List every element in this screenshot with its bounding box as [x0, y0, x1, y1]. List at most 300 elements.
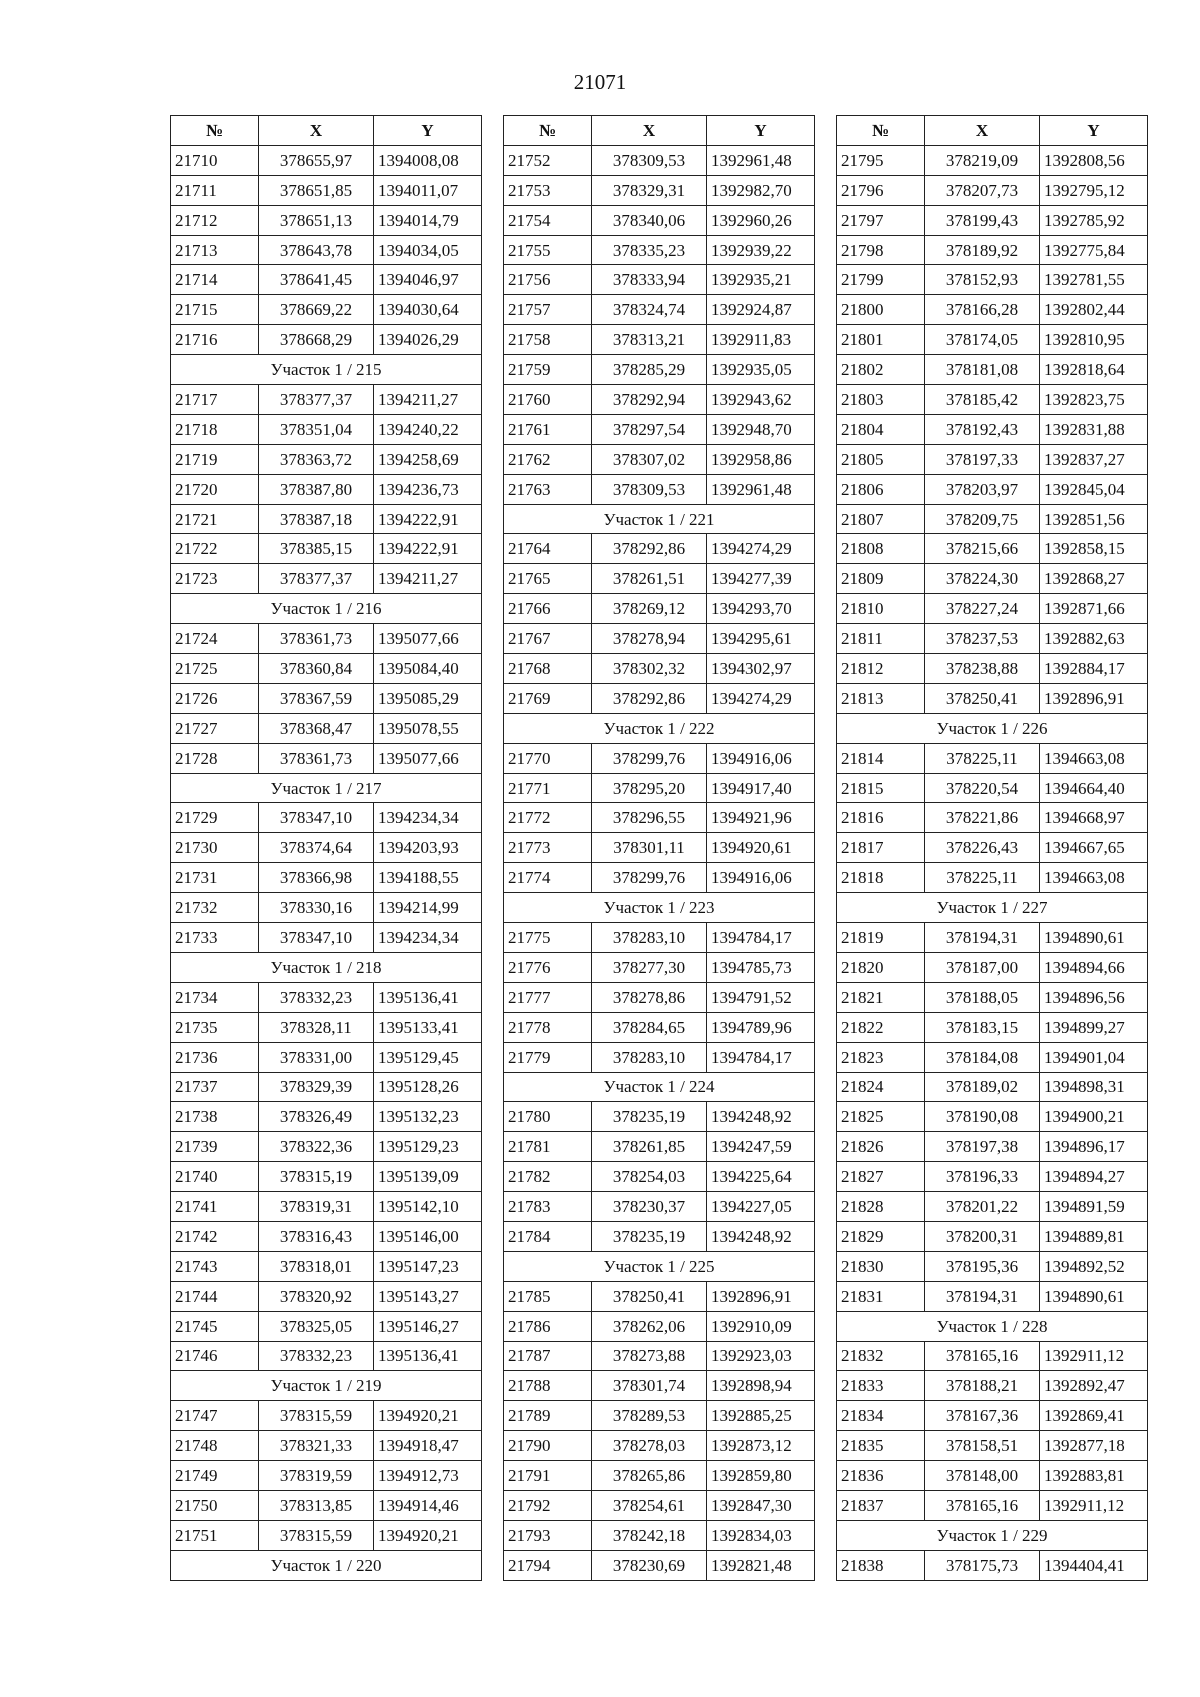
table-row: [504, 1042, 815, 1072]
y-coordinate-cell: 1394664,40: [1040, 773, 1148, 803]
point-number-cell: 21719: [171, 444, 259, 474]
section-row: [837, 1311, 1148, 1341]
table-row: [504, 683, 815, 713]
point-number-cell: 21734: [171, 982, 259, 1012]
point-number-cell: 21833: [837, 1371, 925, 1401]
table-row: [171, 624, 482, 654]
y-coordinate-cell: 1395085,29: [374, 683, 482, 713]
y-coordinate-cell: 1392818,64: [1040, 355, 1148, 385]
table-row: [504, 1192, 815, 1222]
section-label: Участок 1 / 223: [504, 893, 815, 923]
x-coordinate-cell: 378313,21: [592, 325, 707, 355]
point-number-cell: 21813: [837, 683, 925, 713]
point-number-cell: 21754: [504, 205, 592, 235]
y-coordinate-cell: 1392884,17: [1040, 654, 1148, 684]
y-coordinate-cell: 1394211,27: [374, 564, 482, 594]
y-coordinate-cell: 1392885,25: [707, 1401, 815, 1431]
point-number-cell: 21762: [504, 444, 592, 474]
point-number-cell: 21811: [837, 624, 925, 654]
point-number-cell: 21805: [837, 444, 925, 474]
point-number-cell: 21766: [504, 594, 592, 624]
x-coordinate-cell: 378347,10: [259, 803, 374, 833]
x-coordinate-cell: 378361,73: [259, 624, 374, 654]
section-label: Участок 1 / 228: [837, 1311, 1148, 1341]
y-coordinate-cell: 1394899,27: [1040, 1012, 1148, 1042]
point-number-cell: 21792: [504, 1490, 592, 1520]
table-row: [837, 1461, 1148, 1491]
point-number-cell: 21784: [504, 1221, 592, 1251]
x-coordinate-cell: 378284,65: [592, 1012, 707, 1042]
point-number-cell: 21819: [837, 923, 925, 953]
y-coordinate-cell: 1394894,27: [1040, 1162, 1148, 1192]
x-coordinate-cell: 378250,41: [592, 1281, 707, 1311]
table-row: [504, 325, 815, 355]
y-coordinate-cell: 1394014,79: [374, 205, 482, 235]
table-row: [504, 923, 815, 953]
y-coordinate-cell: 1394203,93: [374, 833, 482, 863]
x-coordinate-cell: 378278,94: [592, 624, 707, 654]
y-coordinate-cell: 1392892,47: [1040, 1371, 1148, 1401]
table-row: [504, 1311, 815, 1341]
table-row: [837, 1102, 1148, 1132]
table-row: [171, 564, 482, 594]
x-coordinate-cell: 378262,06: [592, 1311, 707, 1341]
point-number-cell: 21759: [504, 355, 592, 385]
y-coordinate-cell: 1394914,46: [374, 1490, 482, 1520]
y-coordinate-cell: 1392924,87: [707, 295, 815, 325]
table-row: [837, 1042, 1148, 1072]
x-coordinate-cell: 378302,32: [592, 654, 707, 684]
x-coordinate-cell: 378254,03: [592, 1162, 707, 1192]
x-coordinate-cell: 378224,30: [925, 564, 1040, 594]
x-coordinate-cell: 378368,47: [259, 713, 374, 743]
x-coordinate-cell: 378309,53: [592, 145, 707, 175]
x-coordinate-cell: 378265,86: [592, 1461, 707, 1491]
point-number-cell: 21712: [171, 205, 259, 235]
table-row: [837, 654, 1148, 684]
y-coordinate-cell: 1394889,81: [1040, 1221, 1148, 1251]
x-coordinate-cell: 378363,72: [259, 444, 374, 474]
y-coordinate-cell: 1395132,23: [374, 1102, 482, 1132]
y-coordinate-cell: 1392910,09: [707, 1311, 815, 1341]
header-y: Y: [707, 116, 815, 146]
point-number-cell: 21807: [837, 504, 925, 534]
y-coordinate-cell: 1392883,81: [1040, 1461, 1148, 1491]
table-row: [504, 594, 815, 624]
y-coordinate-cell: 1394894,66: [1040, 952, 1148, 982]
x-coordinate-cell: 378377,37: [259, 385, 374, 415]
table-row: [171, 235, 482, 265]
point-number-cell: 21763: [504, 474, 592, 504]
point-number-cell: 21812: [837, 654, 925, 684]
x-coordinate-cell: 378188,05: [925, 982, 1040, 1012]
table-row: [504, 803, 815, 833]
section-label: Участок 1 / 221: [504, 504, 815, 534]
table-row: [171, 1042, 482, 1072]
y-coordinate-cell: 1392882,63: [1040, 624, 1148, 654]
y-coordinate-cell: 1392845,04: [1040, 474, 1148, 504]
x-coordinate-cell: 378165,16: [925, 1341, 1040, 1371]
point-number-cell: 21749: [171, 1461, 259, 1491]
point-number-cell: 21782: [504, 1162, 592, 1192]
x-coordinate-cell: 378278,86: [592, 982, 707, 1012]
table-row: [837, 1341, 1148, 1371]
table-row: [837, 863, 1148, 893]
coordinates-table-right: [836, 115, 1148, 1581]
table-row: [837, 1401, 1148, 1431]
table-row: [171, 205, 482, 235]
section-row: [504, 1251, 815, 1281]
table-row: [837, 1431, 1148, 1461]
table-row: [171, 1431, 482, 1461]
point-number-cell: 21760: [504, 385, 592, 415]
point-number-cell: 21801: [837, 325, 925, 355]
table-row: [504, 863, 815, 893]
point-number-cell: 21802: [837, 355, 925, 385]
table-header-row: [837, 116, 1148, 146]
point-number-cell: 21774: [504, 863, 592, 893]
point-number-cell: 21786: [504, 1311, 592, 1341]
point-number-cell: 21809: [837, 564, 925, 594]
x-coordinate-cell: 378185,42: [925, 385, 1040, 415]
table-row: [171, 1401, 482, 1431]
table-row: [837, 683, 1148, 713]
x-coordinate-cell: 378238,88: [925, 654, 1040, 684]
y-coordinate-cell: 1394917,40: [707, 773, 815, 803]
header-number: №: [837, 116, 925, 146]
header-x: X: [592, 116, 707, 146]
y-coordinate-cell: 1394214,99: [374, 893, 482, 923]
x-coordinate-cell: 378201,22: [925, 1192, 1040, 1222]
y-coordinate-cell: 1394046,97: [374, 265, 482, 295]
y-coordinate-cell: 1392939,22: [707, 235, 815, 265]
y-coordinate-cell: 1392911,12: [1040, 1341, 1148, 1371]
point-number-cell: 21726: [171, 683, 259, 713]
point-number-cell: 21822: [837, 1012, 925, 1042]
point-number-cell: 21745: [171, 1311, 259, 1341]
point-number-cell: 21794: [504, 1550, 592, 1580]
x-coordinate-cell: 378366,98: [259, 863, 374, 893]
table-row: [171, 175, 482, 205]
table-row: [504, 1132, 815, 1162]
point-number-cell: 21714: [171, 265, 259, 295]
x-coordinate-cell: 378316,43: [259, 1221, 374, 1251]
table-row: [171, 1341, 482, 1371]
point-number-cell: 21804: [837, 414, 925, 444]
y-coordinate-cell: 1394008,08: [374, 145, 482, 175]
point-number-cell: 21780: [504, 1102, 592, 1132]
table-row: [504, 982, 815, 1012]
point-number-cell: 21837: [837, 1490, 925, 1520]
table-row: [837, 265, 1148, 295]
x-coordinate-cell: 378199,43: [925, 205, 1040, 235]
point-number-cell: 21718: [171, 414, 259, 444]
y-coordinate-cell: 1392911,83: [707, 325, 815, 355]
point-number-cell: 21800: [837, 295, 925, 325]
x-coordinate-cell: 378324,74: [592, 295, 707, 325]
point-number-cell: 21810: [837, 594, 925, 624]
section-row: [171, 1371, 482, 1401]
y-coordinate-cell: 1392948,70: [707, 414, 815, 444]
point-number-cell: 21777: [504, 982, 592, 1012]
y-coordinate-cell: 1392808,56: [1040, 145, 1148, 175]
table-row: [837, 624, 1148, 654]
table-row: [837, 385, 1148, 415]
point-number-cell: 21838: [837, 1550, 925, 1580]
x-coordinate-cell: 378278,03: [592, 1431, 707, 1461]
y-coordinate-cell: 1392869,41: [1040, 1401, 1148, 1431]
x-coordinate-cell: 378328,11: [259, 1012, 374, 1042]
table-row: [171, 982, 482, 1012]
point-number-cell: 21808: [837, 534, 925, 564]
point-number-cell: 21769: [504, 683, 592, 713]
point-number-cell: 21756: [504, 265, 592, 295]
point-number-cell: 21770: [504, 743, 592, 773]
x-coordinate-cell: 378226,43: [925, 833, 1040, 863]
y-coordinate-cell: 1392898,94: [707, 1371, 815, 1401]
x-coordinate-cell: 378174,05: [925, 325, 1040, 355]
y-coordinate-cell: 1394295,61: [707, 624, 815, 654]
point-number-cell: 21724: [171, 624, 259, 654]
y-coordinate-cell: 1392795,12: [1040, 175, 1148, 205]
table-row: [504, 235, 815, 265]
x-coordinate-cell: 378200,31: [925, 1221, 1040, 1251]
point-number-cell: 21832: [837, 1341, 925, 1371]
point-number-cell: 21744: [171, 1281, 259, 1311]
y-coordinate-cell: 1394236,73: [374, 474, 482, 504]
y-coordinate-cell: 1394920,61: [707, 833, 815, 863]
y-coordinate-cell: 1394248,92: [707, 1221, 815, 1251]
table-row: [504, 1341, 815, 1371]
point-number-cell: 21740: [171, 1162, 259, 1192]
table-row: [504, 833, 815, 863]
table-row: [171, 1221, 482, 1251]
table-row: [504, 773, 815, 803]
y-coordinate-cell: 1394258,69: [374, 444, 482, 474]
point-number-cell: 21715: [171, 295, 259, 325]
point-number-cell: 21748: [171, 1431, 259, 1461]
x-coordinate-cell: 378166,28: [925, 295, 1040, 325]
table-row: [504, 265, 815, 295]
section-label: Участок 1 / 229: [837, 1520, 1148, 1550]
x-coordinate-cell: 378385,15: [259, 534, 374, 564]
y-coordinate-cell: 1394222,91: [374, 534, 482, 564]
table-row: [171, 385, 482, 415]
x-coordinate-cell: 378230,37: [592, 1192, 707, 1222]
table-row: [171, 295, 482, 325]
x-coordinate-cell: 378194,31: [925, 1281, 1040, 1311]
table-row: [837, 1192, 1148, 1222]
point-number-cell: 21758: [504, 325, 592, 355]
x-coordinate-cell: 378165,16: [925, 1490, 1040, 1520]
x-coordinate-cell: 378225,11: [925, 743, 1040, 773]
y-coordinate-cell: 1394892,52: [1040, 1251, 1148, 1281]
y-coordinate-cell: 1392868,27: [1040, 564, 1148, 594]
y-coordinate-cell: 1394034,05: [374, 235, 482, 265]
x-coordinate-cell: 378196,33: [925, 1162, 1040, 1192]
table-header-row: [171, 116, 482, 146]
point-number-cell: 21757: [504, 295, 592, 325]
table-row: [504, 1550, 815, 1580]
point-number-cell: 21781: [504, 1132, 592, 1162]
table-row: [171, 654, 482, 684]
point-number-cell: 21793: [504, 1520, 592, 1550]
point-number-cell: 21791: [504, 1461, 592, 1491]
table-row: [504, 295, 815, 325]
table-row: [837, 564, 1148, 594]
x-coordinate-cell: 378387,80: [259, 474, 374, 504]
y-coordinate-cell: 1394784,17: [707, 1042, 815, 1072]
table-row: [171, 863, 482, 893]
point-number-cell: 21728: [171, 743, 259, 773]
y-coordinate-cell: 1394293,70: [707, 594, 815, 624]
point-number-cell: 21798: [837, 235, 925, 265]
point-number-cell: 21788: [504, 1371, 592, 1401]
table-row: [837, 1221, 1148, 1251]
point-number-cell: 21768: [504, 654, 592, 684]
y-coordinate-cell: 1392871,66: [1040, 594, 1148, 624]
point-number-cell: 21771: [504, 773, 592, 803]
x-coordinate-cell: 378340,06: [592, 205, 707, 235]
x-coordinate-cell: 378330,16: [259, 893, 374, 923]
section-label: Участок 1 / 224: [504, 1072, 815, 1102]
table-row: [504, 1221, 815, 1251]
x-coordinate-cell: 378669,22: [259, 295, 374, 325]
y-coordinate-cell: 1394663,08: [1040, 863, 1148, 893]
x-coordinate-cell: 378189,02: [925, 1072, 1040, 1102]
x-coordinate-cell: 378188,21: [925, 1371, 1040, 1401]
point-number-cell: 21710: [171, 145, 259, 175]
y-coordinate-cell: 1394663,08: [1040, 743, 1148, 773]
point-number-cell: 21817: [837, 833, 925, 863]
x-coordinate-cell: 378315,59: [259, 1520, 374, 1550]
coordinates-table-left: [170, 115, 482, 1581]
y-coordinate-cell: 1395084,40: [374, 654, 482, 684]
point-number-cell: 21831: [837, 1281, 925, 1311]
y-coordinate-cell: 1392982,70: [707, 175, 815, 205]
x-coordinate-cell: 378194,31: [925, 923, 1040, 953]
y-coordinate-cell: 1395136,41: [374, 1341, 482, 1371]
x-coordinate-cell: 378189,92: [925, 235, 1040, 265]
section-label: Участок 1 / 220: [171, 1550, 482, 1580]
table-row: [837, 1251, 1148, 1281]
x-coordinate-cell: 378332,23: [259, 982, 374, 1012]
point-number-cell: 21731: [171, 863, 259, 893]
point-number-cell: 21778: [504, 1012, 592, 1042]
x-coordinate-cell: 378307,02: [592, 444, 707, 474]
table-header-row: [504, 116, 815, 146]
table-row: [837, 743, 1148, 773]
y-coordinate-cell: 1394274,29: [707, 534, 815, 564]
x-coordinate-cell: 378221,86: [925, 803, 1040, 833]
table-row: [504, 1012, 815, 1042]
y-coordinate-cell: 1394921,96: [707, 803, 815, 833]
table-row: [837, 295, 1148, 325]
x-coordinate-cell: 378289,53: [592, 1401, 707, 1431]
table-row: [171, 145, 482, 175]
point-number-cell: 21738: [171, 1102, 259, 1132]
y-coordinate-cell: 1394227,05: [707, 1192, 815, 1222]
point-number-cell: 21711: [171, 175, 259, 205]
point-number-cell: 21790: [504, 1431, 592, 1461]
x-coordinate-cell: 378261,51: [592, 564, 707, 594]
table-row: [837, 534, 1148, 564]
point-number-cell: 21751: [171, 1520, 259, 1550]
table-row: [837, 235, 1148, 265]
table-row: [837, 414, 1148, 444]
table-row: [837, 1550, 1148, 1580]
section-label: Участок 1 / 225: [504, 1251, 815, 1281]
x-coordinate-cell: 378283,10: [592, 923, 707, 953]
table-row: [171, 325, 482, 355]
y-coordinate-cell: 1395128,26: [374, 1072, 482, 1102]
table-row: [171, 1102, 482, 1132]
point-number-cell: 21835: [837, 1431, 925, 1461]
x-coordinate-cell: 378322,36: [259, 1132, 374, 1162]
point-number-cell: 21717: [171, 385, 259, 415]
y-coordinate-cell: 1394011,07: [374, 175, 482, 205]
section-row: [837, 1520, 1148, 1550]
table-row: [837, 175, 1148, 205]
point-number-cell: 21730: [171, 833, 259, 863]
point-number-cell: 21767: [504, 624, 592, 654]
x-coordinate-cell: 378296,55: [592, 803, 707, 833]
x-coordinate-cell: 378299,76: [592, 743, 707, 773]
point-number-cell: 21814: [837, 743, 925, 773]
table-row: [837, 1162, 1148, 1192]
point-number-cell: 21761: [504, 414, 592, 444]
x-coordinate-cell: 378377,37: [259, 564, 374, 594]
y-coordinate-cell: 1394274,29: [707, 683, 815, 713]
table-row: [504, 1371, 815, 1401]
table-row: [837, 982, 1148, 1012]
table-row: [504, 743, 815, 773]
y-coordinate-cell: 1392802,44: [1040, 295, 1148, 325]
x-coordinate-cell: 378292,86: [592, 683, 707, 713]
coordinates-table-middle: [503, 115, 815, 1581]
section-row: [504, 1072, 815, 1102]
y-coordinate-cell: 1395146,00: [374, 1221, 482, 1251]
section-label: Участок 1 / 217: [171, 773, 482, 803]
x-coordinate-cell: 378319,59: [259, 1461, 374, 1491]
section-label: Участок 1 / 222: [504, 713, 815, 743]
y-coordinate-cell: 1395133,41: [374, 1012, 482, 1042]
x-coordinate-cell: 378237,53: [925, 624, 1040, 654]
point-number-cell: 21750: [171, 1490, 259, 1520]
point-number-cell: 21785: [504, 1281, 592, 1311]
y-coordinate-cell: 1392823,75: [1040, 385, 1148, 415]
y-coordinate-cell: 1392911,12: [1040, 1490, 1148, 1520]
y-coordinate-cell: 1392821,48: [707, 1550, 815, 1580]
x-coordinate-cell: 378309,53: [592, 474, 707, 504]
x-coordinate-cell: 378227,24: [925, 594, 1040, 624]
table-row: [504, 1431, 815, 1461]
y-coordinate-cell: 1394791,52: [707, 982, 815, 1012]
y-coordinate-cell: 1392847,30: [707, 1490, 815, 1520]
y-coordinate-cell: 1395142,10: [374, 1192, 482, 1222]
x-coordinate-cell: 378203,97: [925, 474, 1040, 504]
x-coordinate-cell: 378321,33: [259, 1431, 374, 1461]
y-coordinate-cell: 1392943,62: [707, 385, 815, 415]
table-row: [837, 504, 1148, 534]
x-coordinate-cell: 378329,31: [592, 175, 707, 205]
x-coordinate-cell: 378183,15: [925, 1012, 1040, 1042]
section-row: [171, 1550, 482, 1580]
x-coordinate-cell: 378315,19: [259, 1162, 374, 1192]
table-row: [504, 534, 815, 564]
point-number-cell: 21723: [171, 564, 259, 594]
y-coordinate-cell: 1392785,92: [1040, 205, 1148, 235]
